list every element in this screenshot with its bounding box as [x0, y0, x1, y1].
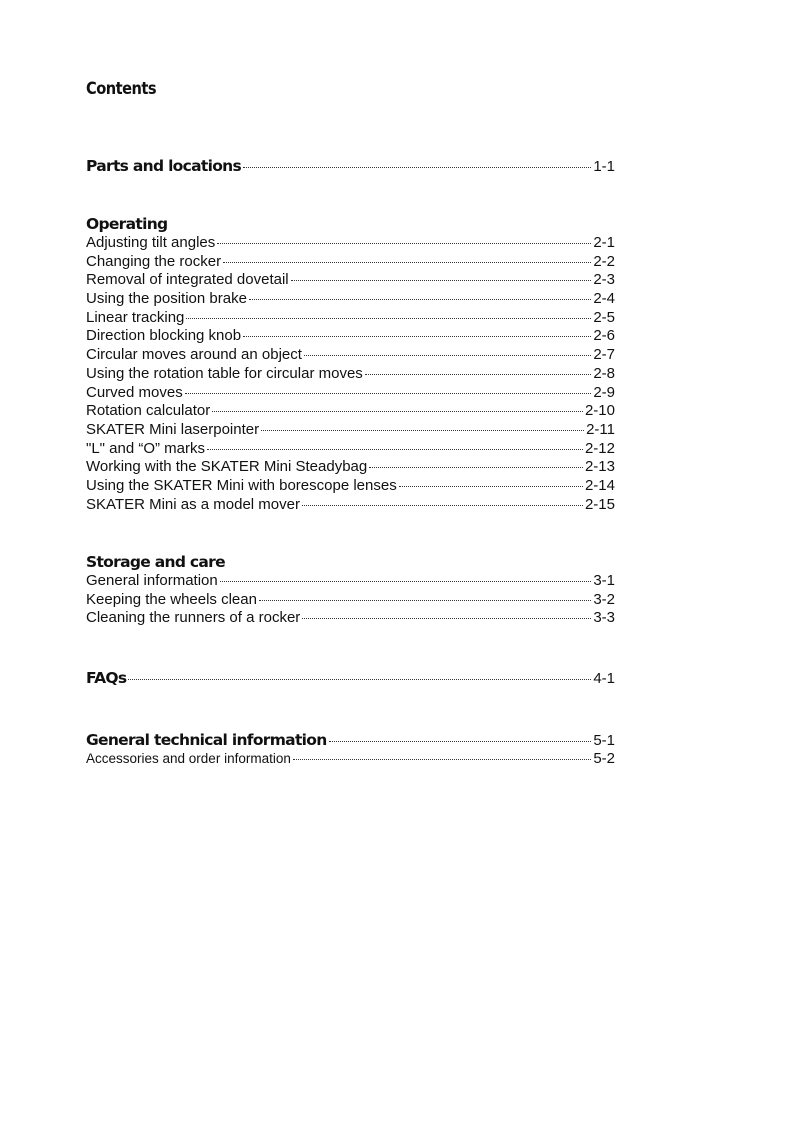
page-number: 2-6	[593, 327, 615, 345]
dot-leader	[249, 298, 591, 300]
page-number: 3-1	[593, 572, 615, 589]
toc-heading-row[interactable]	[86, 730, 615, 750]
dot-leader	[128, 678, 591, 680]
toc-entry[interactable]	[86, 458, 615, 477]
page-number: 2-1	[593, 234, 615, 251]
dot-leader	[329, 740, 592, 742]
dot-leader	[399, 485, 583, 487]
dot-leader	[217, 242, 591, 244]
toc-entry[interactable]	[86, 327, 615, 346]
dot-leader	[212, 410, 583, 412]
toc-entry[interactable]	[86, 572, 615, 591]
toc-entry[interactable]	[86, 271, 615, 290]
toc-entry[interactable]	[86, 477, 615, 496]
page-number: 2-9	[593, 383, 615, 401]
toc-entry[interactable]	[86, 591, 615, 610]
toc-section-operating	[86, 214, 615, 514]
dot-leader	[243, 166, 591, 168]
page-number: 2-11	[586, 420, 615, 438]
toc-entry-label: Cleaning the runners of a rocker	[86, 609, 301, 627]
toc-section-storage	[86, 552, 615, 628]
page-number: 2-13	[584, 458, 615, 476]
toc-entry[interactable]	[86, 440, 615, 459]
page-number: 2-4	[593, 290, 615, 308]
toc-entry[interactable]	[86, 365, 615, 384]
dot-leader	[365, 373, 592, 375]
dot-leader	[223, 261, 591, 263]
toc-entry-label: Changing the rocker	[86, 252, 222, 270]
toc-entry-label: Working with the SKATER Mini Steadybag	[86, 458, 368, 476]
toc-entry-label: Using the position brake	[86, 290, 247, 308]
toc-heading-row[interactable]	[86, 668, 615, 688]
toc-entry[interactable]	[86, 750, 615, 769]
page-number: 2-15	[584, 495, 615, 513]
toc-entry[interactable]	[86, 346, 615, 365]
toc-entry[interactable]	[86, 384, 615, 403]
page-number: 2-8	[593, 364, 615, 382]
toc-entry-label: Rotation calculator	[86, 402, 211, 420]
page-number: 2-14	[584, 476, 615, 494]
toc-heading-row[interactable]	[86, 156, 615, 176]
toc-entry-label: General information	[86, 572, 218, 589]
dot-leader	[185, 392, 592, 394]
toc-section-parts	[86, 156, 615, 176]
toc-entry-label: Circular moves around an object	[86, 346, 302, 364]
toc-entry[interactable]	[86, 402, 615, 421]
dot-leader	[304, 354, 591, 356]
toc-entry[interactable]	[86, 421, 615, 440]
page-number: 2-12	[584, 439, 615, 457]
section-heading: Storage and care	[86, 553, 225, 571]
toc-entry-label: Removal of integrated dovetail	[86, 271, 289, 289]
page-number: 2-7	[593, 346, 615, 364]
toc-entry-label: Using the SKATER Mini with borescope lenses	[86, 476, 397, 494]
toc-entry[interactable]	[86, 309, 615, 328]
dot-leader	[186, 317, 591, 319]
page-number: 2-10	[584, 402, 615, 420]
page-number: 2-2	[593, 252, 615, 270]
toc-section-technical	[86, 730, 615, 769]
page-number: 1-1	[593, 158, 615, 175]
dot-leader	[207, 448, 583, 450]
dot-leader	[261, 429, 584, 431]
toc-entry-label: SKATER Mini as a model mover	[86, 495, 300, 513]
page-number: 3-2	[593, 590, 615, 608]
section-heading: Parts and locations	[86, 157, 242, 175]
page-number: 5-2	[593, 750, 615, 767]
dot-leader	[369, 466, 583, 468]
toc-entry-label: Curved moves	[86, 383, 183, 401]
dot-leader	[259, 599, 591, 601]
toc-entry[interactable]	[86, 290, 615, 309]
page-number: 3-3	[593, 609, 615, 627]
page-number: 2-5	[593, 308, 615, 326]
dot-leader	[302, 504, 583, 506]
dot-leader	[293, 758, 591, 760]
toc-section-faqs	[86, 668, 615, 688]
toc-entry-label: Keeping the wheels clean	[86, 590, 257, 608]
dot-leader	[220, 580, 592, 582]
toc-entry[interactable]	[86, 609, 615, 628]
section-heading: General technical information	[86, 731, 327, 749]
page-title: Contents	[86, 79, 157, 99]
page-number: 4-1	[593, 670, 615, 687]
toc-entry-label: Direction blocking knob	[86, 327, 242, 345]
toc-entry[interactable]	[86, 234, 615, 253]
section-heading: Operating	[86, 215, 168, 233]
section-heading: FAQs	[86, 669, 127, 687]
toc-entry-label: Adjusting tilt angles	[86, 234, 216, 251]
dot-leader	[291, 279, 592, 281]
dot-leader	[243, 335, 591, 337]
toc-entry[interactable]	[86, 253, 615, 272]
toc-entry-label: SKATER Mini laserpointer	[86, 420, 260, 438]
toc-entry-label: Linear tracking	[86, 308, 185, 326]
toc-entry-label: Using the rotation table for circular moves	[86, 364, 363, 382]
toc-entry-label: "L" and “O” marks	[86, 439, 206, 457]
page-number: 5-1	[593, 732, 615, 749]
toc-entry[interactable]	[86, 496, 615, 515]
page-number: 2-3	[593, 271, 615, 289]
toc-entry-label: Accessories and order information	[86, 751, 291, 766]
dot-leader	[302, 617, 591, 619]
